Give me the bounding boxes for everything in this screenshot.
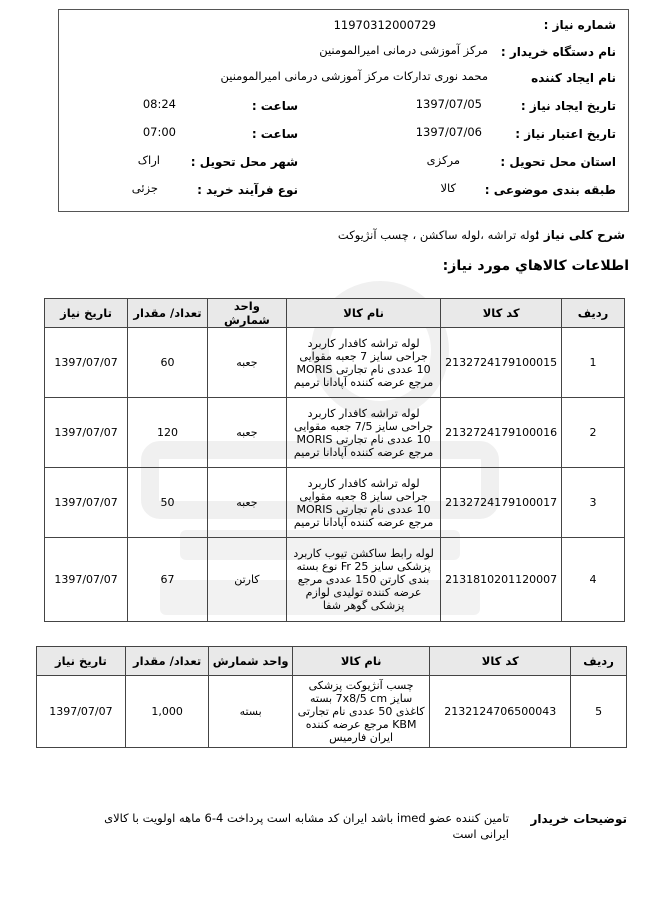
item-unit: جعبه [207,468,286,538]
process: جزئی [131,181,158,195]
process-label: نوع فرآیند خرید : [197,183,298,197]
valid-time: 07:00 [142,125,176,139]
table-row [45,328,625,398]
row-number: 3 [562,468,625,538]
item-qty: 1,000 [125,676,208,748]
buyer-notes-text: تامین کننده عضو imed باشد ایران کد مشابه است پرداخت 4-6 ماهه اولویت با کالای ایرانی است [104,811,509,841]
need-info-box [58,9,629,212]
buyer-org-label: نام دستگاه خریدار : [500,45,616,59]
valid-time-label: ساعت : [251,127,298,141]
item-code: 2132724179100015 [441,328,562,398]
row-number: 4 [562,538,625,622]
section-title: اطلاعات کالاهاي مورد نیاز: [442,258,629,274]
item-qty: 120 [128,398,208,468]
item-name: لوله تراشه کافدار کاربرد جراحی سایز 7 جعبه مقوایی 10 عددی نام تجارتی MORIS مرجع عرضه کننده آپادانا ترمیم [286,328,440,398]
item-unit: جعبه [207,328,286,398]
item-code: 2131810201120007 [441,538,562,622]
col-qty: تعداد/ مقدار [125,647,208,676]
valid-date-label: تاریخ اعتبار نیاز : [515,127,616,141]
item-qty: 67 [128,538,208,622]
items-table-1 [44,298,625,622]
create-time-label: ساعت : [251,99,298,113]
province: مرکزی [426,153,460,167]
item-code: 2132724179100016 [441,398,562,468]
create-time: 08:24 [142,97,176,111]
row-number: 5 [571,676,627,748]
city: اراک [137,153,160,167]
row-number: 2 [562,398,625,468]
buyer-notes-label: توضیحات خریدار [530,812,627,826]
col-code: کد کالا [441,299,562,328]
table-header-row [45,299,625,328]
province-label: استان محل تحویل : [500,155,616,169]
table-row [37,676,627,748]
valid-date: 1397/07/06 [415,125,482,139]
col-name: نام کالا [286,299,440,328]
table-row [45,468,625,538]
table-row [45,398,625,468]
col-qty: تعداد/ مقدار [128,299,208,328]
summary-label: شرح کلی نیاز : [534,228,625,242]
item-qty: 60 [128,328,208,398]
item-date: 1397/07/07 [37,676,126,748]
item-date: 1397/07/07 [45,538,128,622]
item-unit: کارتن [207,538,286,622]
col-code: کد کالا [430,647,571,676]
col-date: تاریخ نیاز [45,299,128,328]
buyer-org: مرکز آموزشی درمانی امیرالمومنین [319,43,488,57]
table-header-row [37,647,627,676]
col-row: ردیف [562,299,625,328]
col-name: نام کالا [292,647,429,676]
item-date: 1397/07/07 [45,468,128,538]
item-name: لوله رابط ساکشن تیوب کاربرد پزشکی سایز Fr 25 نوع بسته بندی کارتن 150 عددی مرجع عرضه کننده تولیدی لوازم پزشکی گوهر شفا [286,538,440,622]
col-date: تاریخ نیاز [37,647,126,676]
creator: محمد نوری تدارکات مرکز آموزشی درمانی امیرالمومنین [220,69,488,83]
col-unit: واحد شمارش [209,647,293,676]
item-code: 2132724179100017 [441,468,562,538]
category: کالا [440,181,456,195]
create-date-label: تاریخ ایجاد نیاز : [520,99,616,113]
item-date: 1397/07/07 [45,398,128,468]
summary-text: لوله تراشه ،لوله ساکشن ، چسب آنژیوکت [337,228,539,242]
city-label: شهر محل تحویل : [190,155,298,169]
items-table-2 [36,646,627,748]
need-number: 11970312000729 [333,18,436,32]
item-name: لوله تراشه کافدار کاربرد جراحی سایز 8 جعبه مقوایی 10 عددی نام تجارتی MORIS مرجع عرضه کننده آپادانا ترمیم [286,468,440,538]
item-unit: جعبه [207,398,286,468]
item-name: لوله تراشه کافدار کاربرد جراحی سایز 7/5 جعبه مقوایی 10 عددی نام تجارتی MORIS مرجع عرضه کننده آپادانا ترمیم [286,398,440,468]
category-label: طبقه بندی موضوعی : [484,183,616,197]
col-unit: واحد شمارش [207,299,286,328]
row-number: 1 [562,328,625,398]
col-row: ردیف [571,647,627,676]
item-qty: 50 [128,468,208,538]
creator-label: نام ایجاد کننده [531,71,616,85]
item-code: 2132124706500043 [430,676,571,748]
create-date: 1397/07/05 [415,97,482,111]
table-row [45,538,625,622]
item-name: چسب آنژیوکت پزشکی سایز 7x8/5 cm بسته کاغذی 50 عددی نام تجارتی KBM مرجع عرضه کننده ایران فارمیس [292,676,429,748]
item-unit: بسته [209,676,293,748]
need-number-label: شماره نیاز : [543,18,616,32]
item-date: 1397/07/07 [45,328,128,398]
